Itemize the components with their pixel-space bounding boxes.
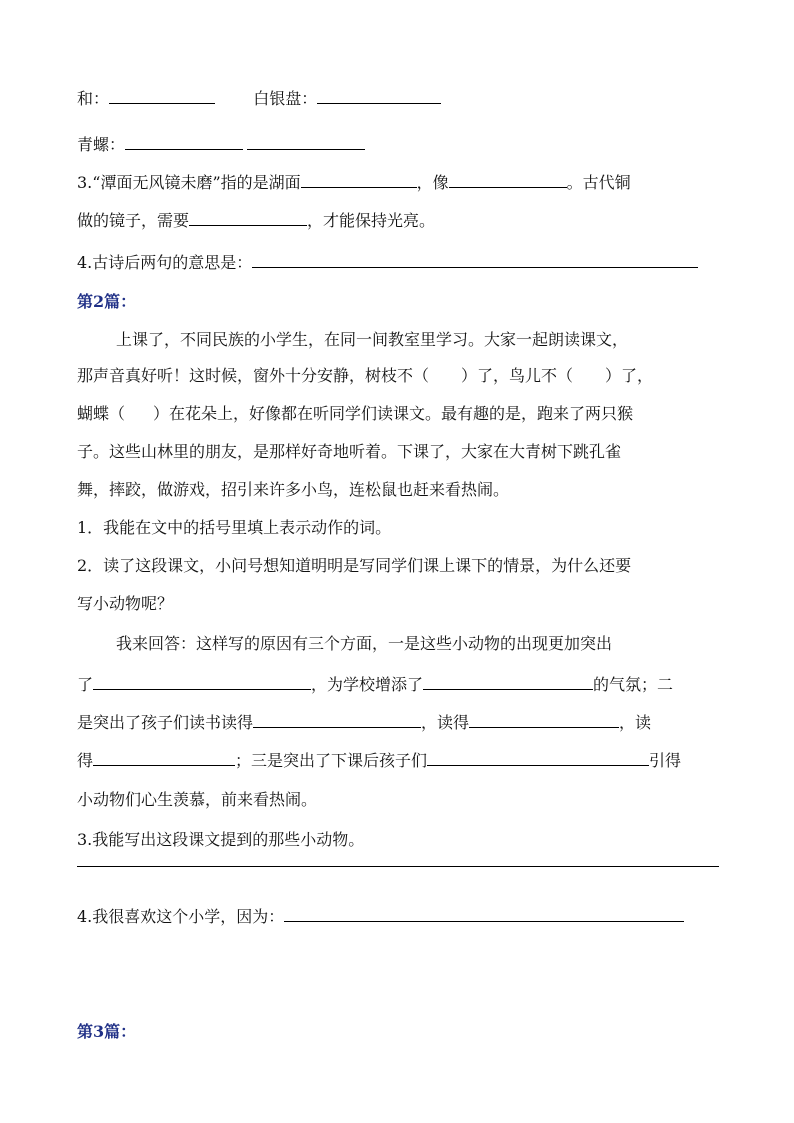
question-4-label: 4.我很喜欢这个小学，因为：: [77, 907, 285, 926]
poem-question-3-line-1: [77, 172, 631, 193]
term-qingluo-label: 青螺：: [77, 135, 126, 154]
answer-blank-4[interactable]: [469, 712, 619, 728]
answer-l4-text-c: 引得: [649, 751, 682, 770]
poem-q3-text-d: 做的镜子，需要: [77, 211, 190, 230]
poem-question-4: [77, 252, 698, 273]
answer-line-2: [77, 674, 673, 695]
answer-blank-6[interactable]: [427, 750, 649, 766]
term-he-blank[interactable]: [109, 88, 215, 104]
answer-blank-5[interactable]: [93, 750, 235, 766]
poem-q3-blank-2[interactable]: [449, 172, 567, 188]
answer-line-5: 小动物们心生羡慕，前来看热闹。: [77, 790, 318, 809]
question-2-line-2: 写小动物呢？: [77, 594, 174, 613]
poem-q4-label: 4.古诗后两句的意思是：: [77, 253, 253, 272]
term-yinpan-label: 白银盘：: [253, 89, 318, 108]
term-he-label: 和：: [77, 89, 110, 108]
passage-l2-text-a: 那声音真好听！这时候，窗外十分安静，树枝不（: [77, 366, 430, 385]
passage-l3-text-b: ）在花朵上，好像都在听同学们读课文。最有趣的是，跑来了两只猴: [153, 404, 634, 423]
answer-line-1: 我来回答：这样写的原因有三个方面，一是这些小动物的出现更加突出: [116, 634, 613, 653]
poem-question-3-line-2: [77, 210, 435, 231]
section-2-heading: 第2篇：: [77, 292, 137, 311]
passage-l2-text-b: ）了，鸟儿不（: [461, 366, 574, 385]
answer-blank-3[interactable]: [253, 712, 421, 728]
passage-l3-text-a: 蝴蝶（: [77, 404, 126, 423]
passage-line-3: [77, 404, 633, 424]
term-line-2: [77, 134, 365, 155]
answer-blank-1[interactable]: [93, 674, 311, 690]
term-line-1: [77, 88, 441, 109]
answer-line-4: [77, 750, 681, 771]
answer-l2-text-b: ，为学校增添了: [311, 675, 424, 694]
poem-q3-blank-1[interactable]: [301, 172, 417, 188]
passage-line-1: 上课了，不同民族的小学生，在同一间教室里学习。大家一起朗读课文，: [116, 330, 629, 349]
passage-l2-text-c: ）了，: [605, 366, 654, 385]
poem-q3-blank-3[interactable]: [189, 210, 307, 226]
question-4-blank[interactable]: [284, 906, 684, 922]
question-2-line-1: 2．读了这段课文，小问号想知道明明是写同学们课上课下的情景，为什么还要: [77, 556, 632, 575]
passage-line-4: 子。这些山林里的朋友，是那样好奇地听着。下课了，大家在大青树下跳孔雀: [77, 442, 622, 461]
term-qingluo-blank-1[interactable]: [125, 134, 243, 150]
answer-line-3: [77, 712, 651, 733]
term-yinpan-blank[interactable]: [317, 88, 441, 104]
term-qingluo-blank-2[interactable]: [247, 134, 365, 150]
question-4: [77, 906, 684, 927]
answer-l3-text-b: ，读得: [421, 713, 470, 732]
poem-q3-text-a: 3.“潭面无风镜未磨”指的是湖面: [77, 173, 301, 192]
poem-q3-text-b: ，像: [416, 173, 449, 192]
answer-l2-text-c: 的气氛；二: [593, 675, 674, 694]
poem-q3-text-c: 。古代铜: [566, 173, 631, 192]
answer-l4-text-b: ；三是突出了下课后孩子们: [235, 751, 428, 770]
poem-q4-blank[interactable]: [252, 252, 698, 268]
passage-line-2: [77, 366, 653, 386]
answer-l3-text-a: 是突出了孩子们读书读得: [77, 713, 254, 732]
passage-line-5: 舞，摔跤，做游戏，招引来许多小鸟，连松鼠也赶来看热闹。: [77, 480, 510, 499]
question-3-answer-line[interactable]: [77, 866, 719, 867]
answer-blank-2[interactable]: [423, 674, 593, 690]
answer-l2-text-a: 了: [77, 675, 94, 694]
question-1: 1．我能在文中的括号里填上表示动作的词。: [77, 518, 392, 537]
poem-q3-text-e: ，才能保持光亮。: [307, 211, 436, 230]
answer-l3-text-c: ，读: [619, 713, 652, 732]
question-3: 3.我能写出这段课文提到的那些小动物。: [77, 830, 365, 849]
section-3-heading: 第3篇：: [77, 1022, 137, 1041]
answer-l4-text-a: 得: [77, 751, 94, 770]
